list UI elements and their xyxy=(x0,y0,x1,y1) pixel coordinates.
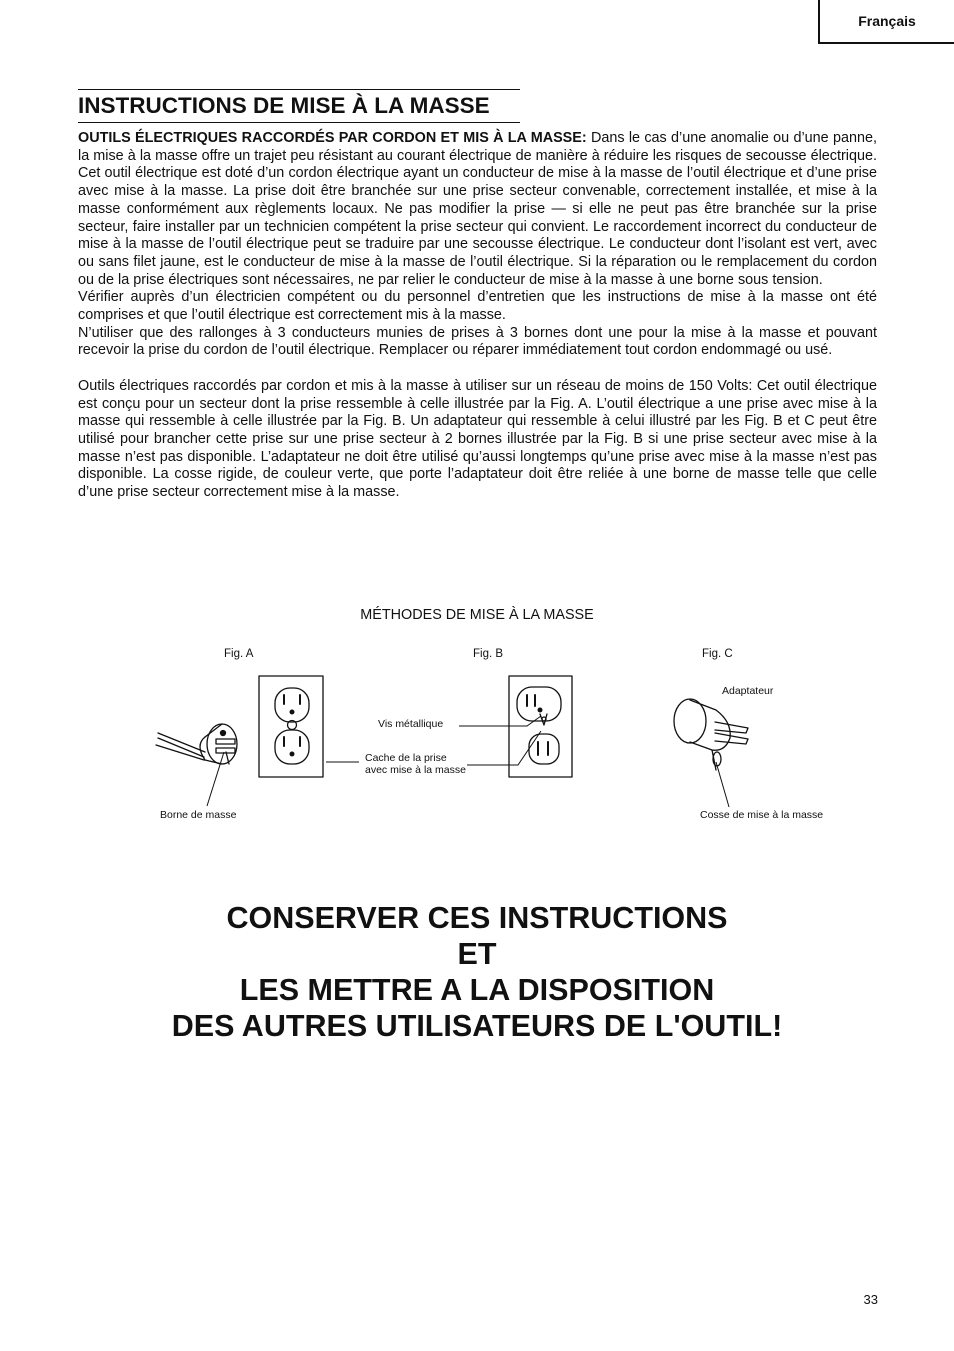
ground-hole-top xyxy=(290,710,295,715)
figures-title: MÉTHODES DE MISE À LA MASSE xyxy=(360,607,594,623)
leader-lines xyxy=(207,716,729,807)
ground-hole-bottom xyxy=(290,752,295,757)
callout-cache-line2: avec mise à la masse xyxy=(365,764,466,776)
closing-line-4: DES AUTRES UTILISATEURS DE L'OUTIL! xyxy=(171,1009,783,1043)
closing-notice xyxy=(0,900,954,1044)
section-title: INSTRUCTIONS DE MISE À LA MASSE xyxy=(78,89,520,123)
fig-a-label: Fig. A xyxy=(224,648,254,660)
callout-vis: Vis métallique xyxy=(378,718,444,730)
page-number: 33 xyxy=(863,1292,878,1307)
adapter-illustration xyxy=(674,699,748,770)
language-label: Français xyxy=(858,13,916,29)
closing-line-1: CONSERVER CES INSTRUCTIONS xyxy=(226,901,728,935)
grounded-outlet-illustration xyxy=(259,676,323,777)
callout-cache-line1: Cache de la prise xyxy=(365,752,447,764)
paragraph-2: Vérifier auprès d’un électricien compétent ou du personnel d’entretien que les instructions de mise à la masse ont été comprises et que l’outil électrique est correctement mis à la masse. xyxy=(78,289,877,324)
paragraph-4: Outils électriques raccordés par cordon et mis à la masse à utiliser sur un réseau de moins de 150 Volts: Cet outil électrique est conçu pour un secteur dont la prise ressemble à celle illustrée par la Fig. A. L’outil électrique a une prise avec mise à la masse qui ressemble à celle illustrée par la Fig. B. Un adaptateur qui ressemble à celui illustré par les Fig. B et C peut être utilisé pour brancher cette prise sur une prise secteur à 2 bornes illustrée par la Fig. B si une prise secteur avec mise à la masse n’est pas disponible. L’adaptateur ne doit être utilisé qu’aussi longtemps qu’une prise avec mise à la masse n’est pas disponible. La cosse rigide, de couleur verte, que porte l’adaptateur doit être reliée à une borne de masse telle que celle d’une prise secteur correctement mise à la masse. xyxy=(78,377,877,501)
callout-adaptateur: Adaptateur xyxy=(722,685,774,697)
paragraph-1-body: Dans le cas d’une anomalie ou d’une panne, la mise à la masse offre un trajet peu résistant au courant électrique de manière à réduire les risques de secousse électrique. Cet outil électrique est doté d’un cordon électrique ayant un conducteur de mise à la masse de l’outil électrique et d’une prise avec mise à la masse. La prise doit être branchée sur une prise secteur convenable, correctement installée, et mise à la masse conformément aux règlements locaux. Ne pas modifier la prise — si elle ne peut pas être branchée sur la prise secteur, faire installer par un technicien compétent la prise secteur qui convient. Le raccordement incorrect du conducteur de mise à la masse de l’outil électrique peut se traduire par une secousse électrique. Le conducteur dont l’isolant est vert, avec ou sans filet jaune, est le conducteur de mise à la masse de l’outil électrique. Si la réparation ou le remplacement du cordon ou de la prise électriques sont nécessaires, ne par relier le conducteur de mise à la masse à une borne sous tension. xyxy=(78,130,877,288)
fig-c-label: Fig. C xyxy=(702,648,733,660)
closing-line-3: LES METTRE A LA DISPOSITION xyxy=(239,973,715,1007)
closing-line-2: ET xyxy=(457,937,497,971)
fig-b-label: Fig. B xyxy=(473,648,504,660)
paragraph-1-lead: OUTILS ÉLECTRIQUES RACCORDÉS PAR CORDON ET MIS À LA MASSE: xyxy=(78,130,587,146)
callout-cosse: Cosse de mise à la masse xyxy=(700,809,824,821)
grounded-plug-illustration xyxy=(156,724,237,764)
paragraph-3: N’utiliser que des rallonges à 3 conducteurs munies de prises à 3 bornes dont une pour la mise à la masse et pouvant recevoir la prise du cordon de l’outil électrique. Remplacer ou réparer immédiatement tout cordon endommagé ou usé. xyxy=(78,324,877,359)
callout-borne: Borne de masse xyxy=(160,809,237,821)
